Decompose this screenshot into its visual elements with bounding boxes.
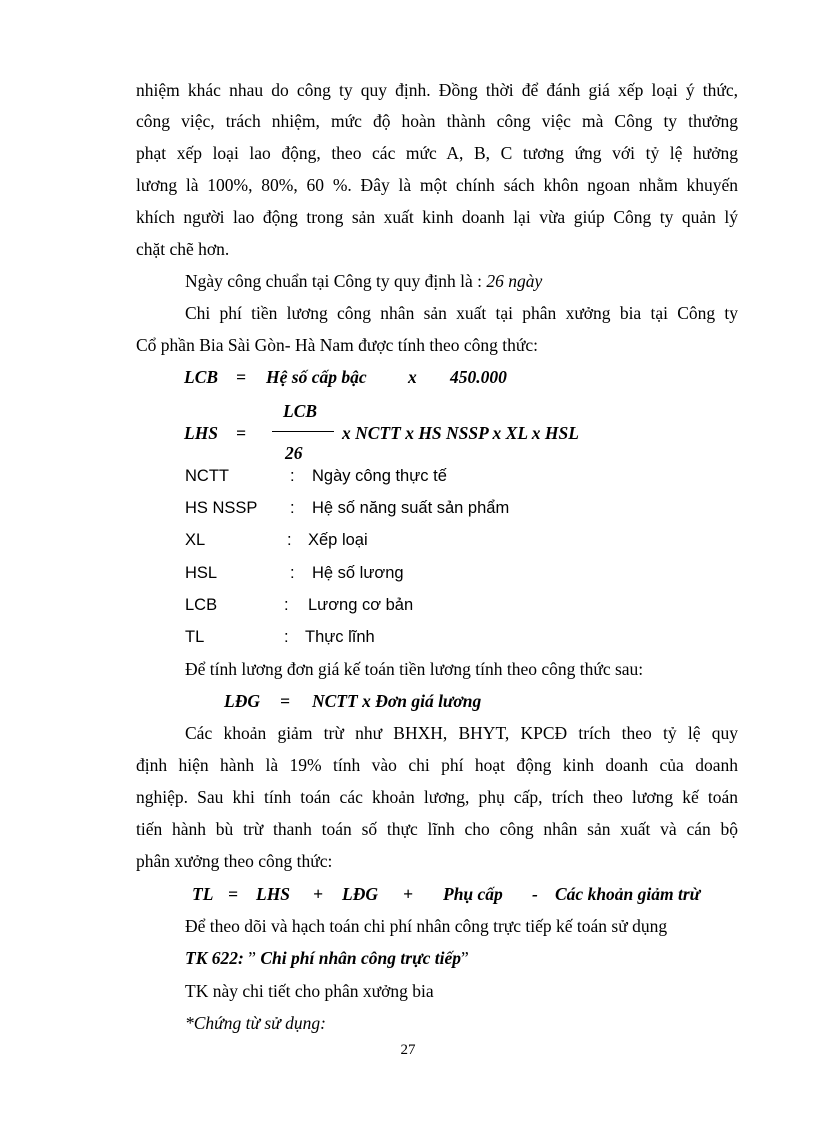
formula-lcb-op: x [408, 367, 417, 387]
tk-name: Chi phí nhân công trực tiếp [255, 948, 461, 968]
formula-tl-op3: - [532, 884, 538, 904]
definition-abbr: HSL [185, 564, 218, 582]
para3: Để tính lương đơn giá kế toán tiền lương tính theo công thức sau: [185, 659, 644, 679]
para1-line-4: lương là 100%, 80%, 60 %. Đây là một chính sách khôn ngoan nhằm khuyến [136, 175, 738, 195]
definition-colon: : [284, 628, 289, 646]
formula-lcb-lhs: LCB [184, 367, 219, 387]
para2-line-2: Cổ phần Bia Sài Gòn- Hà Nam được tính theo công thức: [136, 335, 538, 355]
formula-lcb-term1: Hệ số cấp bậc [266, 367, 367, 387]
definition-abbr: HS NSSP [185, 499, 258, 517]
definition-desc: Xếp loại [308, 531, 368, 549]
formula-lcb-eq: = [236, 367, 246, 387]
definition-colon: : [290, 564, 295, 582]
para4-line-3: nghiệp. Sau khi tính toán các khoản lương, phụ cấp, trích theo lương kế toán [136, 787, 738, 807]
formula-tl-t2: LĐG [342, 884, 378, 904]
standard-days-line [185, 270, 542, 292]
definition-desc: Lương cơ bản [308, 596, 414, 614]
definition-colon: : [290, 467, 295, 485]
formula-tl-t3: Phụ cấp [443, 884, 503, 904]
para1-line-2: công việc, trách nhiệm, mức độ hoàn thành công việc mà Công ty thưởng [136, 111, 738, 131]
definition-colon: : [287, 531, 292, 549]
standard-days-value: 26 ngày [486, 271, 543, 291]
definition-abbr: XL [185, 531, 206, 549]
tk-code: TK 622: [185, 948, 244, 968]
formula-tl-lhs: TL [192, 884, 214, 904]
formula-tl-t4: Các khoản giảm trừ [555, 884, 701, 904]
para2-line-1: Chi phí tiền lương công nhân sản xuất tại phân xưởng bia tại Công ty [185, 303, 738, 323]
definition-abbr: LCB [185, 596, 218, 614]
formula-lcb-term2: 450.000 [450, 367, 507, 387]
formula-lhs-denominator: 26 [285, 443, 303, 463]
para1-line-3: phạt xếp loại lao động, theo các mức A, B, C tương ứng với tỷ lệ hưởng [136, 143, 738, 163]
para5: Để theo dõi và hạch toán chi phí nhân công trực tiếp kế toán sử dụng [185, 916, 668, 936]
definition-desc: Thực lĩnh [305, 628, 375, 646]
definition-abbr: NCTT [185, 467, 229, 485]
para4-line-2: định hiện hành là 19% tính vào chi phí hoạt động kinh doanh của doanh [136, 755, 738, 775]
definition-colon: : [290, 499, 295, 517]
documents-heading: *Chứng từ sử dụng: [185, 1013, 326, 1033]
formula-lhs-eq: = [236, 423, 246, 443]
para4-line-1: Các khoản giảm trừ như BHXH, BHYT, KPCĐ trích theo tỷ lệ quy [185, 723, 738, 743]
formula-ldg-eq: = [280, 691, 290, 711]
page-number: 27 [400, 1042, 416, 1058]
formula-tl-t1: LHS [256, 884, 291, 904]
para4-line-5: phân xưởng theo công thức: [136, 851, 333, 871]
formula-lhs-rest: x NCTT x HS NSSP x XL x HSL [342, 423, 579, 443]
formula-ldg-lhs: LĐG [224, 691, 260, 711]
para4-line-4: tiến hành bù trừ thanh toán số thực lĩnh cho công nhân sản xuất và cán bộ [136, 819, 738, 839]
tk-quote-open: ” [243, 948, 256, 968]
formula-lhs-numerator: LCB [283, 401, 318, 421]
definition-colon: : [284, 596, 289, 614]
tk-line [185, 947, 469, 969]
para1-line-5: khích người lao động trong sản xuất kinh doanh lại vừa giúp Công ty quản lý [136, 207, 738, 227]
formula-tl-op2: + [403, 884, 413, 904]
definition-desc: Hệ số lương [312, 564, 404, 582]
definition-desc: Hệ số năng suất sản phẩm [312, 499, 510, 517]
definition-abbr: TL [185, 628, 205, 646]
fraction-bar [272, 431, 334, 432]
standard-days-label: Ngày công chuẩn tại Công ty quy định là : [185, 271, 482, 291]
formula-ldg-rhs: NCTT x Đơn giá lương [312, 691, 482, 711]
formula-tl-eq: = [228, 884, 238, 904]
para1-line-6: chặt chẽ hơn. [136, 239, 230, 259]
formula-lhs-lhs: LHS [184, 423, 219, 443]
tk-detail: TK này chi tiết cho phân xưởng bia [185, 981, 434, 1001]
definition-desc: Ngày công thực tế [312, 467, 447, 485]
tk-quote-close: ” [460, 948, 469, 968]
para1-line-1: nhiệm khác nhau do công ty quy định. Đồng thời để đánh giá xếp loại ý thức, [136, 80, 738, 100]
formula-tl-op1: + [313, 884, 323, 904]
